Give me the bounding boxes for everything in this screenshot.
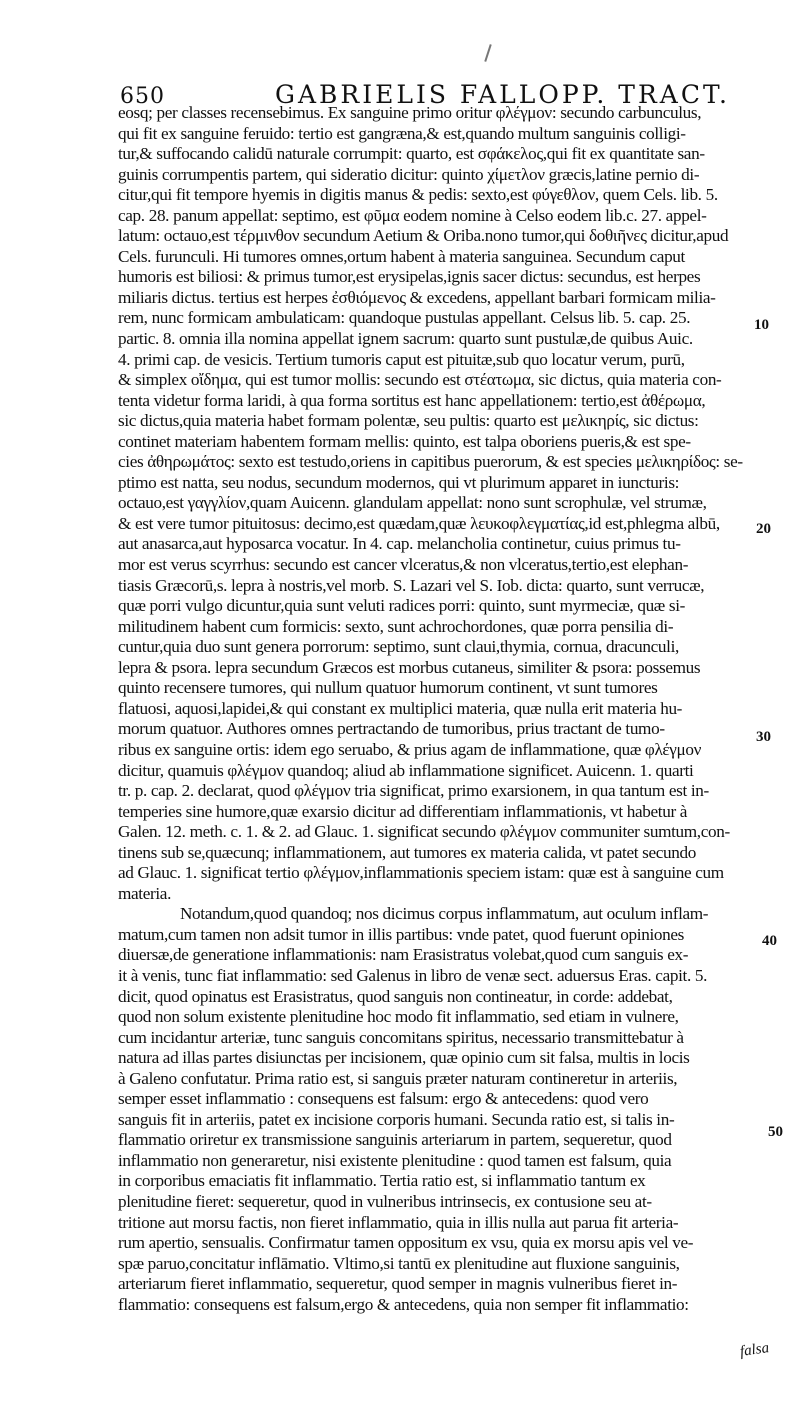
text-line: plenitudine fieret: sequeretur, quod in vulneribus intrinsecis, ex contusione seu at- bbox=[118, 1191, 652, 1211]
text-line: tinens sub se,quæcunq; inflammationem, aut tumores ex materia calida, vt patet secundo bbox=[118, 842, 696, 862]
margin-line-number: 10 bbox=[754, 317, 769, 333]
text-line: partic. 8. omnia illa nomina appellat ignem sacrum: quarto sunt pustulæ,de quibus Auic. bbox=[118, 329, 693, 349]
text-line: dicit, quod opinatus est Erasistratus, quod sanguis non contineatur, in corde: addebat, bbox=[118, 986, 673, 1006]
text-line: ptimo est natta, seu nodus, secundum modernos, qui vt plurimum apparet in iuncturis: bbox=[118, 472, 680, 492]
text-line: tritione aut morsu factis, non fieret inflammatio, quia in illis nulla aut parua fit arteria- bbox=[118, 1212, 679, 1232]
margin-line-number: 50 bbox=[768, 1124, 783, 1140]
text-line: flatuosi, aquosi,lapidei,& qui constant ex multiplici materia, quæ nulla erit materia hu- bbox=[118, 698, 683, 718]
text-line: flammatio: consequens est falsum,ergo & antecedens, quia non semper fit inflammatio: bbox=[118, 1294, 689, 1314]
text-line: natura ad illas partes disiunctas per incisionem, quæ opinio cum sit falsa, multis in locis bbox=[118, 1048, 690, 1068]
text-line: continet materiam habentem formam mellis: quinto, est talpa oboriens pueris,& est spe- bbox=[118, 431, 691, 451]
text-line: à Galeno confutatur. Prima ratio est, si sanguis præter naturam contineretur in arteriis, bbox=[118, 1068, 678, 1088]
text-line: guinis corrumpentis partem, qui sideratio dicitur: quinto χίμετλον græcis,latine pernio di- bbox=[118, 164, 700, 184]
text-line: sanguis fit in arteriis, patet ex incisione corporis humani. Secunda ratio est, si talis in- bbox=[118, 1109, 675, 1129]
text-line: militudinem habent cum formicis: sexto, sunt achrochordones, quæ porra pensilia di- bbox=[118, 616, 674, 636]
text-line: ad Glauc. 1. significat tertio φλέγμον,inflammationis speciem istam: quæ est à sanguine cum bbox=[118, 863, 724, 883]
page-number: 650 bbox=[120, 84, 165, 109]
text-line: mor est verus scyrrhus: secundo est cancer vlceratus,& non vlceratus,tertio,est elephan- bbox=[118, 555, 689, 575]
margin-line-number: 30 bbox=[756, 729, 771, 745]
body-text bbox=[118, 103, 768, 1315]
text-line: lepra & psora. lepra secundum Græcos est morbus cutaneus, similiter & psora: possemus bbox=[118, 657, 701, 677]
text-line: 4. primi cap. de vesicis. Tertium tumoris caput est pituitæ,sub quo locatur verum, purū, bbox=[118, 349, 685, 369]
text-line: cum incidantur arteriæ, tunc sanguis concomitans spiritus, necessario transmittebatur à bbox=[118, 1027, 684, 1047]
text-line: quod non solum existente plenitudine hoc modo fit inflammatio, sed etiam in vulnere, bbox=[118, 1007, 679, 1027]
text-line: spæ paruo,concitatur inflāmatio. Vltimo,si tantū ex plenitudine aut fluxione sanguinis, bbox=[118, 1253, 680, 1273]
text-line: dicitur, quamuis φλέγμον quandoq; aliud ab inflammatione significet. Auicenn. 1. quarti bbox=[118, 760, 694, 780]
text-line: semper esset inflammatio : consequens est falsum: ergo & antecedens: quod vero bbox=[118, 1089, 649, 1109]
text-line: flammatio oriretur ex transmissione sanguinis arteriarum in partem, sequeretur, quod bbox=[118, 1130, 672, 1150]
margin-line-number: 40 bbox=[762, 933, 777, 949]
running-title: GABRIELIS FALLOPP. TRACT. bbox=[275, 80, 730, 109]
text-line: qui fit ex sanguine feruido: tertio est gangræna,& est,quando multum sanguinis colligi- bbox=[118, 123, 686, 143]
text-line: octauo,est γαγγλίον,quam Auicenn. glandulam appellat: nono sunt scrophulæ, vel strumæ, bbox=[118, 493, 707, 513]
text-line: quæ porri vulgo dicuntur,quia sunt veluti radices porri: quinto, sunt myrmeciæ, quæ si- bbox=[118, 596, 686, 616]
text-line: diuersæ,de generatione inflammationis: nam Erasistratus volebat,quod cum sanguis ex- bbox=[118, 945, 689, 965]
text-line: cap. 28. panum appellat: septimo, est φῦμα eodem nomine à Celso eodem lib.c. 27. appel- bbox=[118, 205, 707, 225]
text-line: rum apertio, sensualis. Confirmatur tamen oppositum ex vsu, quia ex morsu apis vel ve- bbox=[118, 1233, 694, 1253]
text-line: sic dictus,quia materia habet formam polentæ, seu pultis: quarto est μελικηρίς, sic dictus: bbox=[118, 411, 699, 431]
text-line: inflammatio non generaretur, nisi existente plenitudine : quod tamen est falsum, quia bbox=[118, 1150, 672, 1170]
text-line: arteriarum fieret inflammatio, sequeretur, quod semper in magnis vulneribus fieret in- bbox=[118, 1274, 678, 1294]
text-line: eosq; per classes recensebimus. Ex sanguine primo oritur φλέγμον: secundo carbunculus, bbox=[118, 103, 702, 122]
text-line: materia. bbox=[118, 883, 172, 903]
text-line: it à venis, tunc fiat inflammatio: sed Galenus in libro de venæ sect. aduersus Eras. capit. 5. bbox=[118, 965, 708, 985]
text-line: tenta videtur forma laridi, à qua forma sortitus est hanc appellationem: tertio,est ἀθέρωμα, bbox=[118, 390, 706, 410]
catchword: falsa bbox=[738, 1340, 771, 1360]
text-line: cies ἀθηρωμάτος: sexto est testudo,oriens in capitibus puerorum, & est species μελικηρίδος: se- bbox=[118, 452, 743, 472]
text-line: citur,qui fit tempore hyemis in digitis manus & pedis: sexto,est φύγεθλον, quem Cels. lib. 5. bbox=[118, 185, 718, 205]
text-line: & est vere tumor pituitosus: decimo,est quædam,quæ λευκοφλεγματίας,id est,phlegma albū, bbox=[118, 513, 720, 533]
text-line: Notandum,quod quandoq; nos dicimus corpus inflammatum, aut oculum inflam- bbox=[180, 904, 709, 924]
text-line: tur,& suffocando calidū naturale corrumpit: quarto, est σφάκελος,qui fit ex quantitate san- bbox=[118, 144, 705, 164]
margin-line-number: 20 bbox=[756, 521, 771, 537]
text-line: in corporibus emaciatis fit inflammatio. Tertia ratio est, si inflammatio tantum ex bbox=[118, 1171, 646, 1191]
text-line: miliaris dictus. tertius est herpes ἐσθιόμενος & excedens, appellant barbari formicam milia- bbox=[118, 287, 716, 307]
text-line: matum,cum tamen non adsit tumor in illis partibus: vnde patet, quod fuerunt opiniones bbox=[118, 924, 684, 944]
text-line: Galen. 12. meth. c. 1. & 2. ad Glauc. 1. significat secundo φλέγμον communiter sumtum,con- bbox=[118, 822, 730, 842]
text-line: cuntur,quia duo sunt genera porrorum: septimo, sunt claui,thymia, cornua, dracunculi, bbox=[118, 637, 679, 657]
text-line: Cels. furunculi. Hi tumores omnes,ortum habent à materia sanguinea. Secundum caput bbox=[118, 246, 685, 266]
text-line: ribus ex sanguine ortis: idem ego seruabo, & prius agam de inflammatione, quæ φλέγμον bbox=[118, 739, 702, 759]
text-line: aut anasarca,aut hyposarca vocatur. In 4. cap. melancholia continetur, cuius primus tu- bbox=[118, 534, 681, 554]
text-line: tiasis Græcorū,s. lepra à nostris,vel morb. S. Lazari vel S. Iob. dicta: quarto, sunt verrucæ, bbox=[118, 575, 705, 595]
text-line: rem, nunc formicam ambulaticam: quandoque pustulas appellant. Celsus lib. 5. cap. 25. bbox=[118, 308, 691, 328]
text-line: temperies sine humore,quæ exarsio dicitur ad differentiam inflammationis, vt habetur à bbox=[118, 801, 688, 821]
text-line: latum: octauo,est τέρμινθον secundum Aetium & Oriba.nono tumor,qui δοθιῆνες dicitur,apud bbox=[118, 226, 729, 246]
text-line: & simplex οἴδημα, qui est tumor mollis: secundo est στέατωμα, sic dictus, quia materia con- bbox=[118, 370, 722, 390]
text-line: tr. p. cap. 2. declarat, quod φλέγμον tria significat, primo exarsionem, in qua tantum est in- bbox=[118, 781, 709, 801]
ink-mark bbox=[484, 44, 491, 62]
text-line: humoris est biliosi: & primus tumor,est erysipelas,ignis sacer dictus: secundus, est herpes bbox=[118, 267, 701, 287]
text-line: quinto recensere tumores, qui nullum quatuor humorum continent, vt sunt tumores bbox=[118, 678, 658, 698]
text-line: morum quatuor. Authores omnes pertractando de tumoribus, prius tractant de tumo- bbox=[118, 719, 665, 739]
